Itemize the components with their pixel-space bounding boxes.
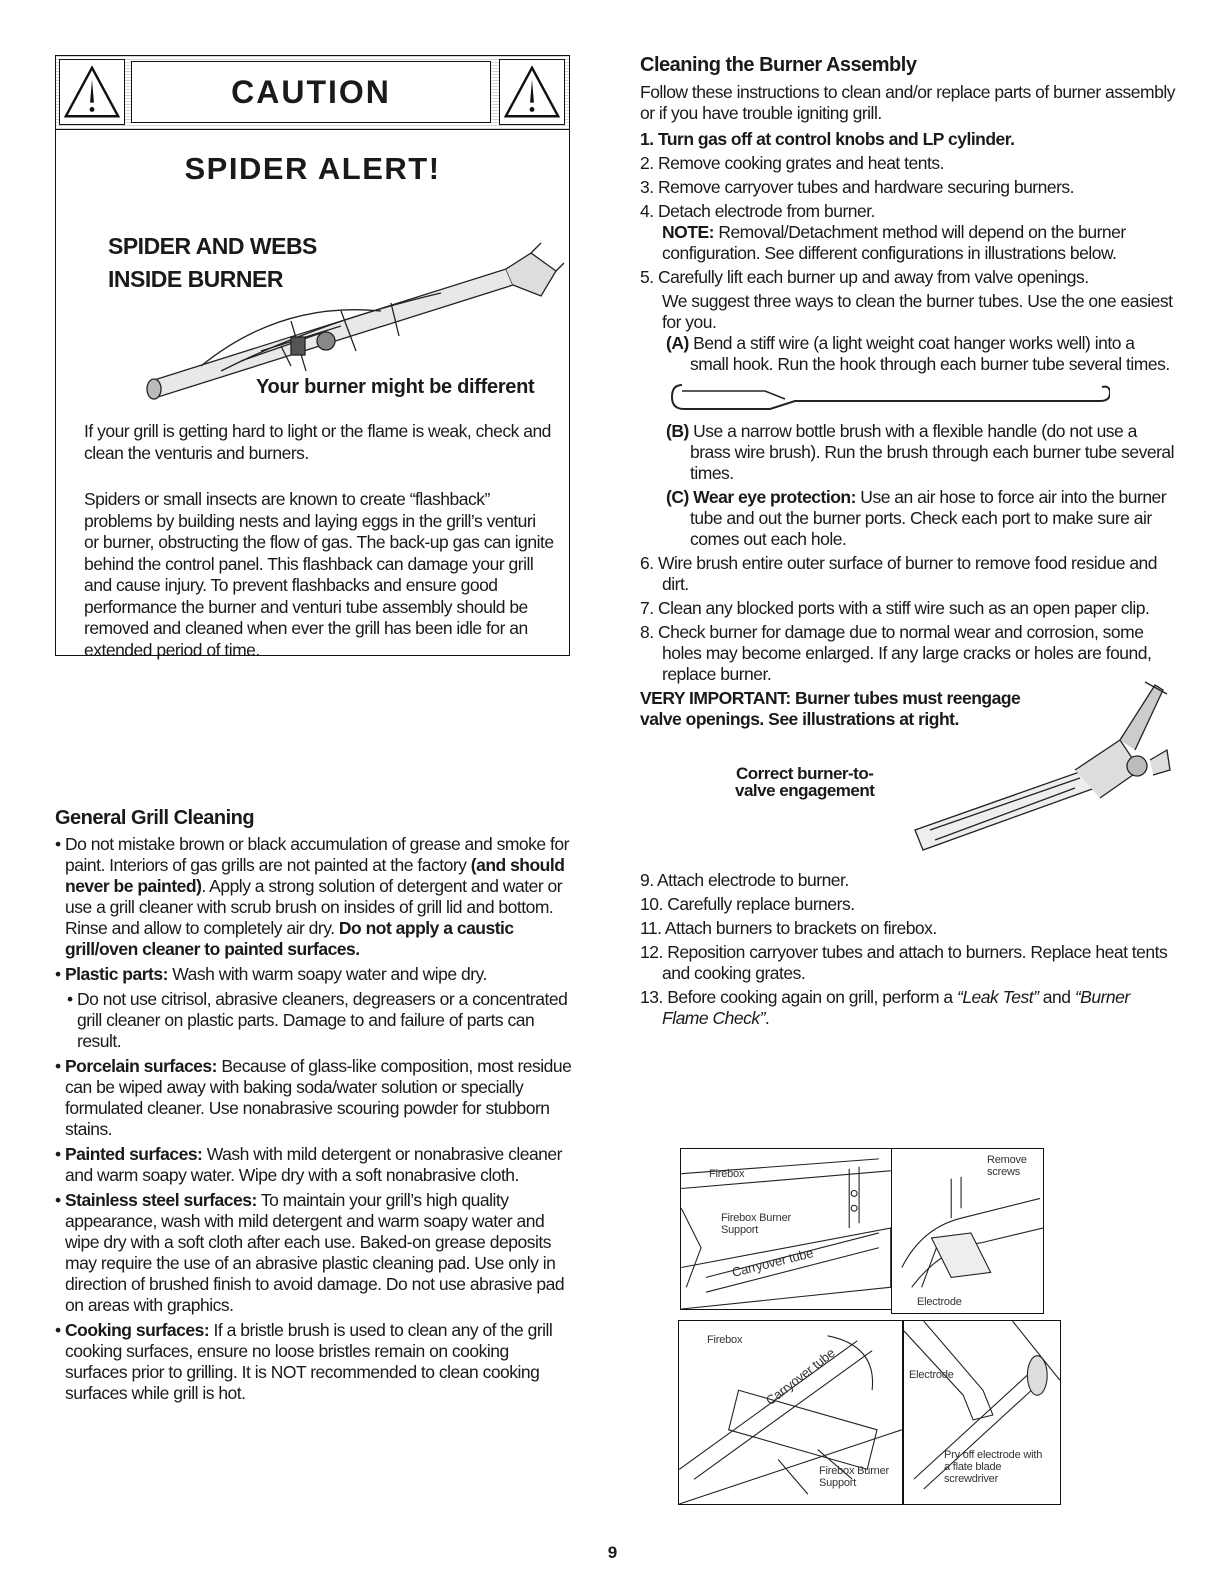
electrode-figure-right [891, 1148, 1044, 1314]
intro-text: Follow these instructions to clean and/or replace parts of burner assembly or if you have trouble igniting grill. [640, 82, 1175, 123]
bullet-label: Cooking surfaces: [65, 1320, 210, 1340]
remove-screws-label: Remove screws [987, 1154, 1027, 1178]
method-label: (C) Wear eye protection: [666, 487, 856, 507]
illustration-caption: Your burner might be different [256, 376, 535, 398]
step-1: 1. Turn gas off at control knobs and LP cylinder. [640, 129, 1015, 149]
valve-engagement-caption [735, 765, 874, 799]
caution-paragraph: If your grill is getting hard to light or the flame is weak, check and clean the venturis and burners. [84, 421, 551, 463]
sub-bullet-item: • Do not use citrisol, abrasive cleaners, degreasers or a concentrated grill cleaner on plastic parts. Damage to and failure of parts can result. [67, 989, 568, 1051]
step-5: 5. Carefully lift each burner up and away from valve openings. [640, 267, 1089, 287]
method-label: (B) [666, 421, 689, 441]
caution-box [55, 55, 570, 660]
method-text: Bend a stiff wire (a light weight coat hanger works well) into a small hook. Run the hook through each burner tube several times. [688, 333, 1170, 374]
caption-line: Correct burner-to- [736, 764, 874, 783]
section-heading: General Grill Cleaning [55, 807, 255, 829]
valve-illustration [905, 680, 1175, 875]
bullet-label: Porcelain surfaces: [65, 1056, 217, 1076]
subtitle-line: INSIDE BURNER [108, 266, 283, 292]
firebox-label: Firebox [707, 1334, 743, 1346]
bullet-item: • Cooking surfaces: If a bristle brush is used to clean any of the grill cooking surfaces, ensure no loose bristles remain on cooking surfaces prior to grilling. It is NOT recommended to clean cooking surfaces while grill is hot. [55, 1320, 553, 1403]
bullet-text: Do not use citrisol, abrasive cleaners, degreasers or a concentrated grill cleaner on plastic parts. Damage to and failure of parts can result. [77, 989, 568, 1051]
step-text: 13. Before cooking again on grill, perform a [640, 987, 957, 1007]
bullet-emphasis: (and should never be painted) [65, 855, 565, 896]
method-a [640, 333, 1175, 375]
page-number: 9 [607, 1543, 618, 1562]
caption-line: valve engagement [735, 781, 875, 800]
method-text: Use a narrow bottle brush with a flexible handle (do not use a brass wire brush). Run the brush through each burner tube several times. [688, 421, 1175, 483]
step-5-text: We suggest three ways to clean the burner tubes. Use the one easiest for you. [662, 291, 1173, 332]
bullet-item: • Stainless steel surfaces: To maintain your grill’s high quality appearance, wash with mild detergent and warm soapy water and wipe dry with a soft cloth after each use. Baked-on grease deposits may require the use of an abrasive plastic cleaning pad. Use only in direction of brushed finish to avoid damage. Do not use abrasive pad on areas with graphics. [55, 1190, 565, 1315]
general-cleaning-section [55, 808, 575, 1408]
method-c [640, 487, 1175, 550]
carryover-tube-label: Carryover tube [762, 1345, 838, 1409]
step-6: 6. Wire brush entire outer surface of burner to remove food residue and dirt. [640, 553, 1158, 594]
step-text: . [764, 1008, 770, 1028]
carryover-tube-label: Carryover tube [730, 1245, 815, 1280]
warning-triangle-icon [59, 59, 125, 125]
bullet-text: . Apply a strong solution of detergent and water or use a grill cleaner with scrub brush on insides of grill lid and bottom. Rinse and allow to completely air dry. [65, 876, 563, 938]
method-b [640, 421, 1175, 484]
caution-header-bar [56, 56, 569, 130]
step-ref: “Leak Test” [957, 987, 1039, 1007]
bullet-text: If a bristle brush is used to clean any of the grill cooking surfaces, ensure no loose bristles remain on cooking surfaces prior to grilling. It is NOT recommended to clean cooking surfaces while grill is hot. [65, 1320, 553, 1403]
bullet-text: Wash with warm soapy water and wipe dry. [167, 964, 487, 984]
firebox-burner-support-label: Firebox Burner Support [721, 1212, 791, 1236]
caution-paragraph: Spiders or small insects are known to create “flashback” problems by building nests and laying eggs in the grill’s venturi or burner, obstructing the flow of gas. The back-up gas can ignite behind the control panel. This flashback can damage your grill and cause injury. To prevent flashbacks and ensure good performance the burner and venturi tube assembly should be removed and cleaned when ever the grill has been idle for an extended period of time. [84, 489, 554, 660]
bullet-item: • Do not mistake brown or black accumulation of grease and smoke for paint. Interiors of gas grills are not painted at the factory (and should never be painted). Apply a strong solution of detergent and water or use a grill cleaner with scrub brush on insides of grill lid and bottom. Rinse and allow to completely air dry. Do not apply a caustic grill/oven cleaner to painted surfaces. [55, 834, 569, 959]
subtitle-line: SPIDER AND WEBS [108, 233, 317, 259]
firebox-label: Firebox [709, 1168, 745, 1180]
step-9: 9. Attach electrode to burner. [640, 870, 849, 890]
step-8: 8. Check burner for damage due to normal wear and corrosion, some holes may become enlarged. If any large cracks or holes are found, replace burner. [640, 622, 1152, 684]
step-2: 2. Remove cooking grates and heat tents. [640, 153, 944, 173]
bullet-text: Wash with mild detergent or nonabrasive cleaner and warm soapy water. Wipe dry with a soft nonabrasive cloth. [65, 1144, 562, 1185]
electrode-label: Electrode [909, 1369, 954, 1381]
carryover-figure-left [678, 1320, 903, 1505]
bullet-emphasis: Do not apply a caustic grill/oven cleaner to painted surfaces. [65, 918, 514, 959]
firebox-figure-left [680, 1148, 892, 1310]
note [640, 222, 1175, 264]
bullet-text: Do not mistake brown or black accumulation of grease and smoke for paint. Interiors of gas grills are not painted at the factory [65, 834, 569, 875]
step-10: 10. Carefully replace burners. [640, 894, 855, 914]
valve-engagement-figure [640, 730, 1175, 870]
step-text: and [1038, 987, 1075, 1007]
warning-triangle-icon [499, 59, 565, 125]
bullet-item: • Porcelain surfaces: Because of glass-like composition, most residue can be wiped away with baking soda/water solution or specially formulated cleaner. Use nonabrasive scouring powder for stubborn stains. [55, 1056, 572, 1139]
note-text: Removal/Detachment method will depend on the burner configuration. See different configurations in illustrations below. [662, 222, 1126, 263]
step-4: 4. Detach electrode from burner. [640, 201, 875, 221]
bullet-label: Stainless steel surfaces: [65, 1190, 257, 1210]
section-heading: Cleaning the Burner Assembly [640, 54, 917, 76]
note-label: NOTE: [662, 222, 714, 242]
pry-instruction-label: Pry off electrode with a flate blade screwdriver [944, 1449, 1043, 1485]
spider-alert-title: SPIDER ALERT! [184, 151, 441, 186]
wire-hook-illustration [670, 379, 1110, 415]
step-13 [640, 987, 1175, 1029]
bullet-label: Painted surfaces: [65, 1144, 203, 1164]
bullet-label: Plastic parts: [65, 964, 168, 984]
electrode-label: Electrode [917, 1296, 962, 1308]
bullet-item: • Plastic parts: Wash with warm soapy water and wipe dry. [55, 964, 487, 984]
bullet-text: Because of glass-like composition, most residue can be wiped away with baking soda/water solution or specially formulated cleaner. Use nonabrasive scouring powder for stubborn stains. [65, 1056, 572, 1139]
step-11: 11. Attach burners to brackets on firebox. [640, 918, 937, 938]
firebox-burner-support-label: Firebox Burner Support [819, 1465, 889, 1489]
caution-label: CAUTION [131, 61, 491, 123]
important-note: VERY IMPORTANT: Burner tubes must reengage valve openings. See illustrations at right. [640, 688, 1021, 729]
burner-cleaning-section [640, 55, 1175, 1032]
method-label: (A) [666, 333, 689, 353]
pry-electrode-figure [903, 1320, 1061, 1505]
step-7: 7. Clean any blocked ports with a stiff wire such as an open paper clip. [640, 598, 1150, 618]
bullet-item: • Painted surfaces: Wash with mild detergent or nonabrasive cleaner and warm soapy water. Wipe dry with a soft nonabrasive cloth. [55, 1144, 562, 1185]
bullet-text: To maintain your grill’s high quality appearance, wash with mild detergent and warm soapy water and wipe dry with a soft cloth after each use. Baked-on grease deposits may require the use of an abrasive plastic cleaning pad. Use only in direction of brushed finish to avoid damage. Do not use abrasive pad on areas with graphics. [65, 1190, 565, 1315]
step-3: 3. Remove carryover tubes and hardware securing burners. [640, 177, 1075, 197]
step-12: 12. Reposition carryover tubes and attach to burners. Replace heat tents and cooking grates. [640, 942, 1168, 983]
method-text: Use an air hose to force air into the burner tube and out the burner ports. Check each port to make sure air comes out each hole. [690, 487, 1167, 549]
step-ref: “Burner Flame Check” [662, 987, 1130, 1028]
